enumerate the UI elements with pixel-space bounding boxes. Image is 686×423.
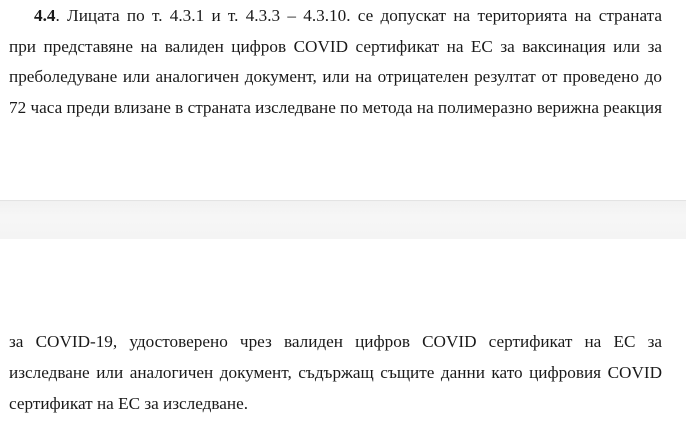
paragraph-line-7: сертификат на ЕС за изследване. bbox=[9, 394, 249, 413]
paragraph-line-2: при представяне на валиден цифров COVID сертификат на ЕС за ваксинация или за bbox=[9, 37, 662, 56]
paragraph-line-5: за COVID-19, удостоверено чрез валиден цифров COVID сертификат на ЕС за bbox=[9, 332, 662, 351]
document-page-bottom bbox=[0, 239, 686, 423]
paragraph-line-1 bbox=[34, 5, 662, 27]
page-break bbox=[0, 200, 686, 240]
paragraph-line-6: изследване или аналогичен документ, съдържащ същите данни като цифровия COVID bbox=[9, 363, 662, 382]
paragraph-line-1-text: . Лицата по т. 4.3.1 и т. 4.3.3 – 4.3.10. се допускат на територията на страната bbox=[55, 6, 662, 25]
paragraph-line-3: преболедуване или аналогичен документ, или на отрицателен резултат от проведено до bbox=[9, 67, 662, 86]
section-number: 4.4 bbox=[34, 6, 56, 25]
document-page-top bbox=[0, 0, 686, 200]
paragraph-line-4: 72 часа преди влизане в страната изследване по метода на полимеразно верижна реакция bbox=[9, 98, 663, 117]
